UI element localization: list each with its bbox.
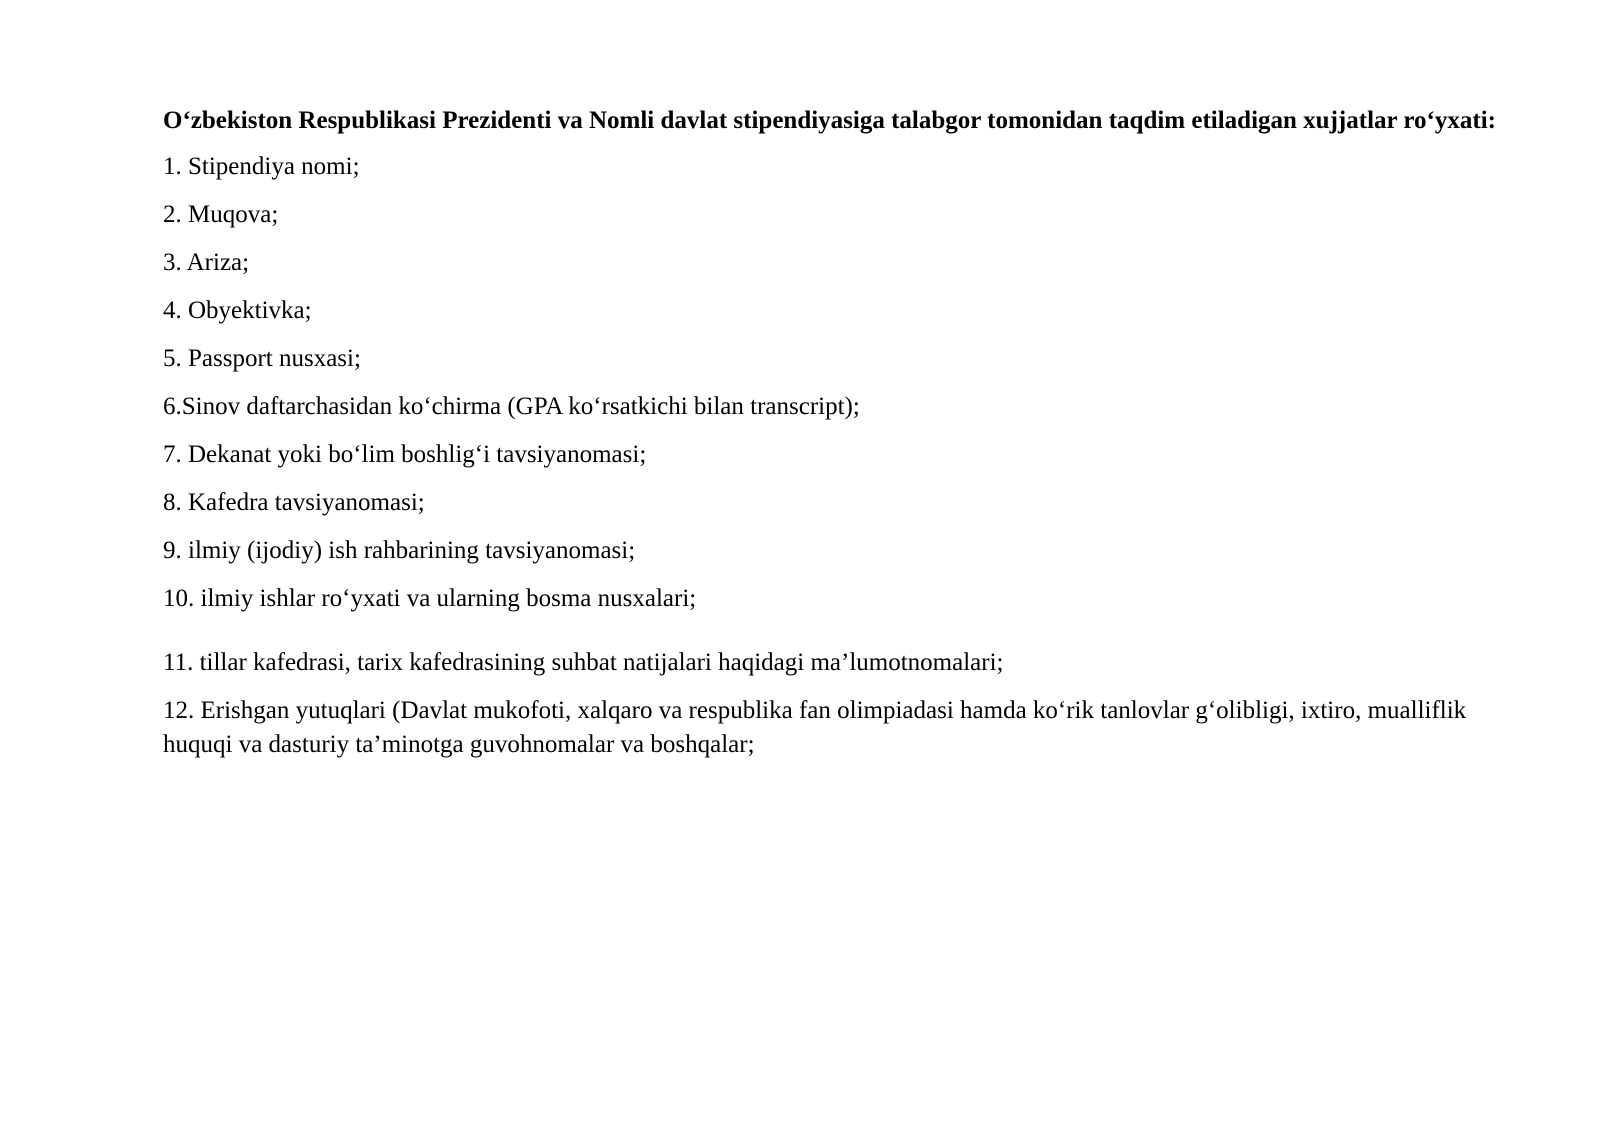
list-item: 11. tillar kafedrasi, tarix kafedrasining suhbat natijalari haqidagi ma’lumotnomalari;	[163, 649, 1004, 676]
list-item: 12. Erishgan yutuqlari (Davlat mukofoti, xalqaro va respublika fan olimpiadasi hamda ko‘rik tanlovlar g‘olibligi, ixtiro, mualliflik huquqi va dasturiy ta’minotga guvohnomalar va boshqalar;	[163, 697, 1467, 758]
list-item: 8. Kafedra tavsiyanomasi;	[163, 489, 425, 516]
list-item: 7. Dekanat yoki bo‘lim boshlig‘i tavsiyanomasi;	[163, 441, 647, 468]
list-item: 5. Passport nusxasi;	[163, 345, 361, 372]
list-item: 6.Sinov daftarchasidan ko‘chirma (GPA ko‘rsatkichi bilan transcript);	[163, 393, 860, 420]
list-item: 4. Obyektivka;	[163, 297, 312, 324]
list-item: 9. ilmiy (ijodiy) ish rahbarining tavsiyanomasi;	[163, 537, 636, 564]
list-item: 3. Ariza;	[163, 249, 250, 276]
document-title: O‘zbekiston Respublikasi Prezidenti va Nomli davlat stipendiyasiga talabgor tomonidan taqdim etiladigan xujjatlar ro‘yxati:	[163, 107, 1496, 134]
list-item: 10. ilmiy ishlar ro‘yxati va ularning bosma nusxalari;	[163, 585, 697, 612]
document-page	[163, 104, 1503, 776]
list-item: 1. Stipendiya nomi;	[163, 153, 360, 180]
list-item: 2. Muqova;	[163, 201, 279, 228]
